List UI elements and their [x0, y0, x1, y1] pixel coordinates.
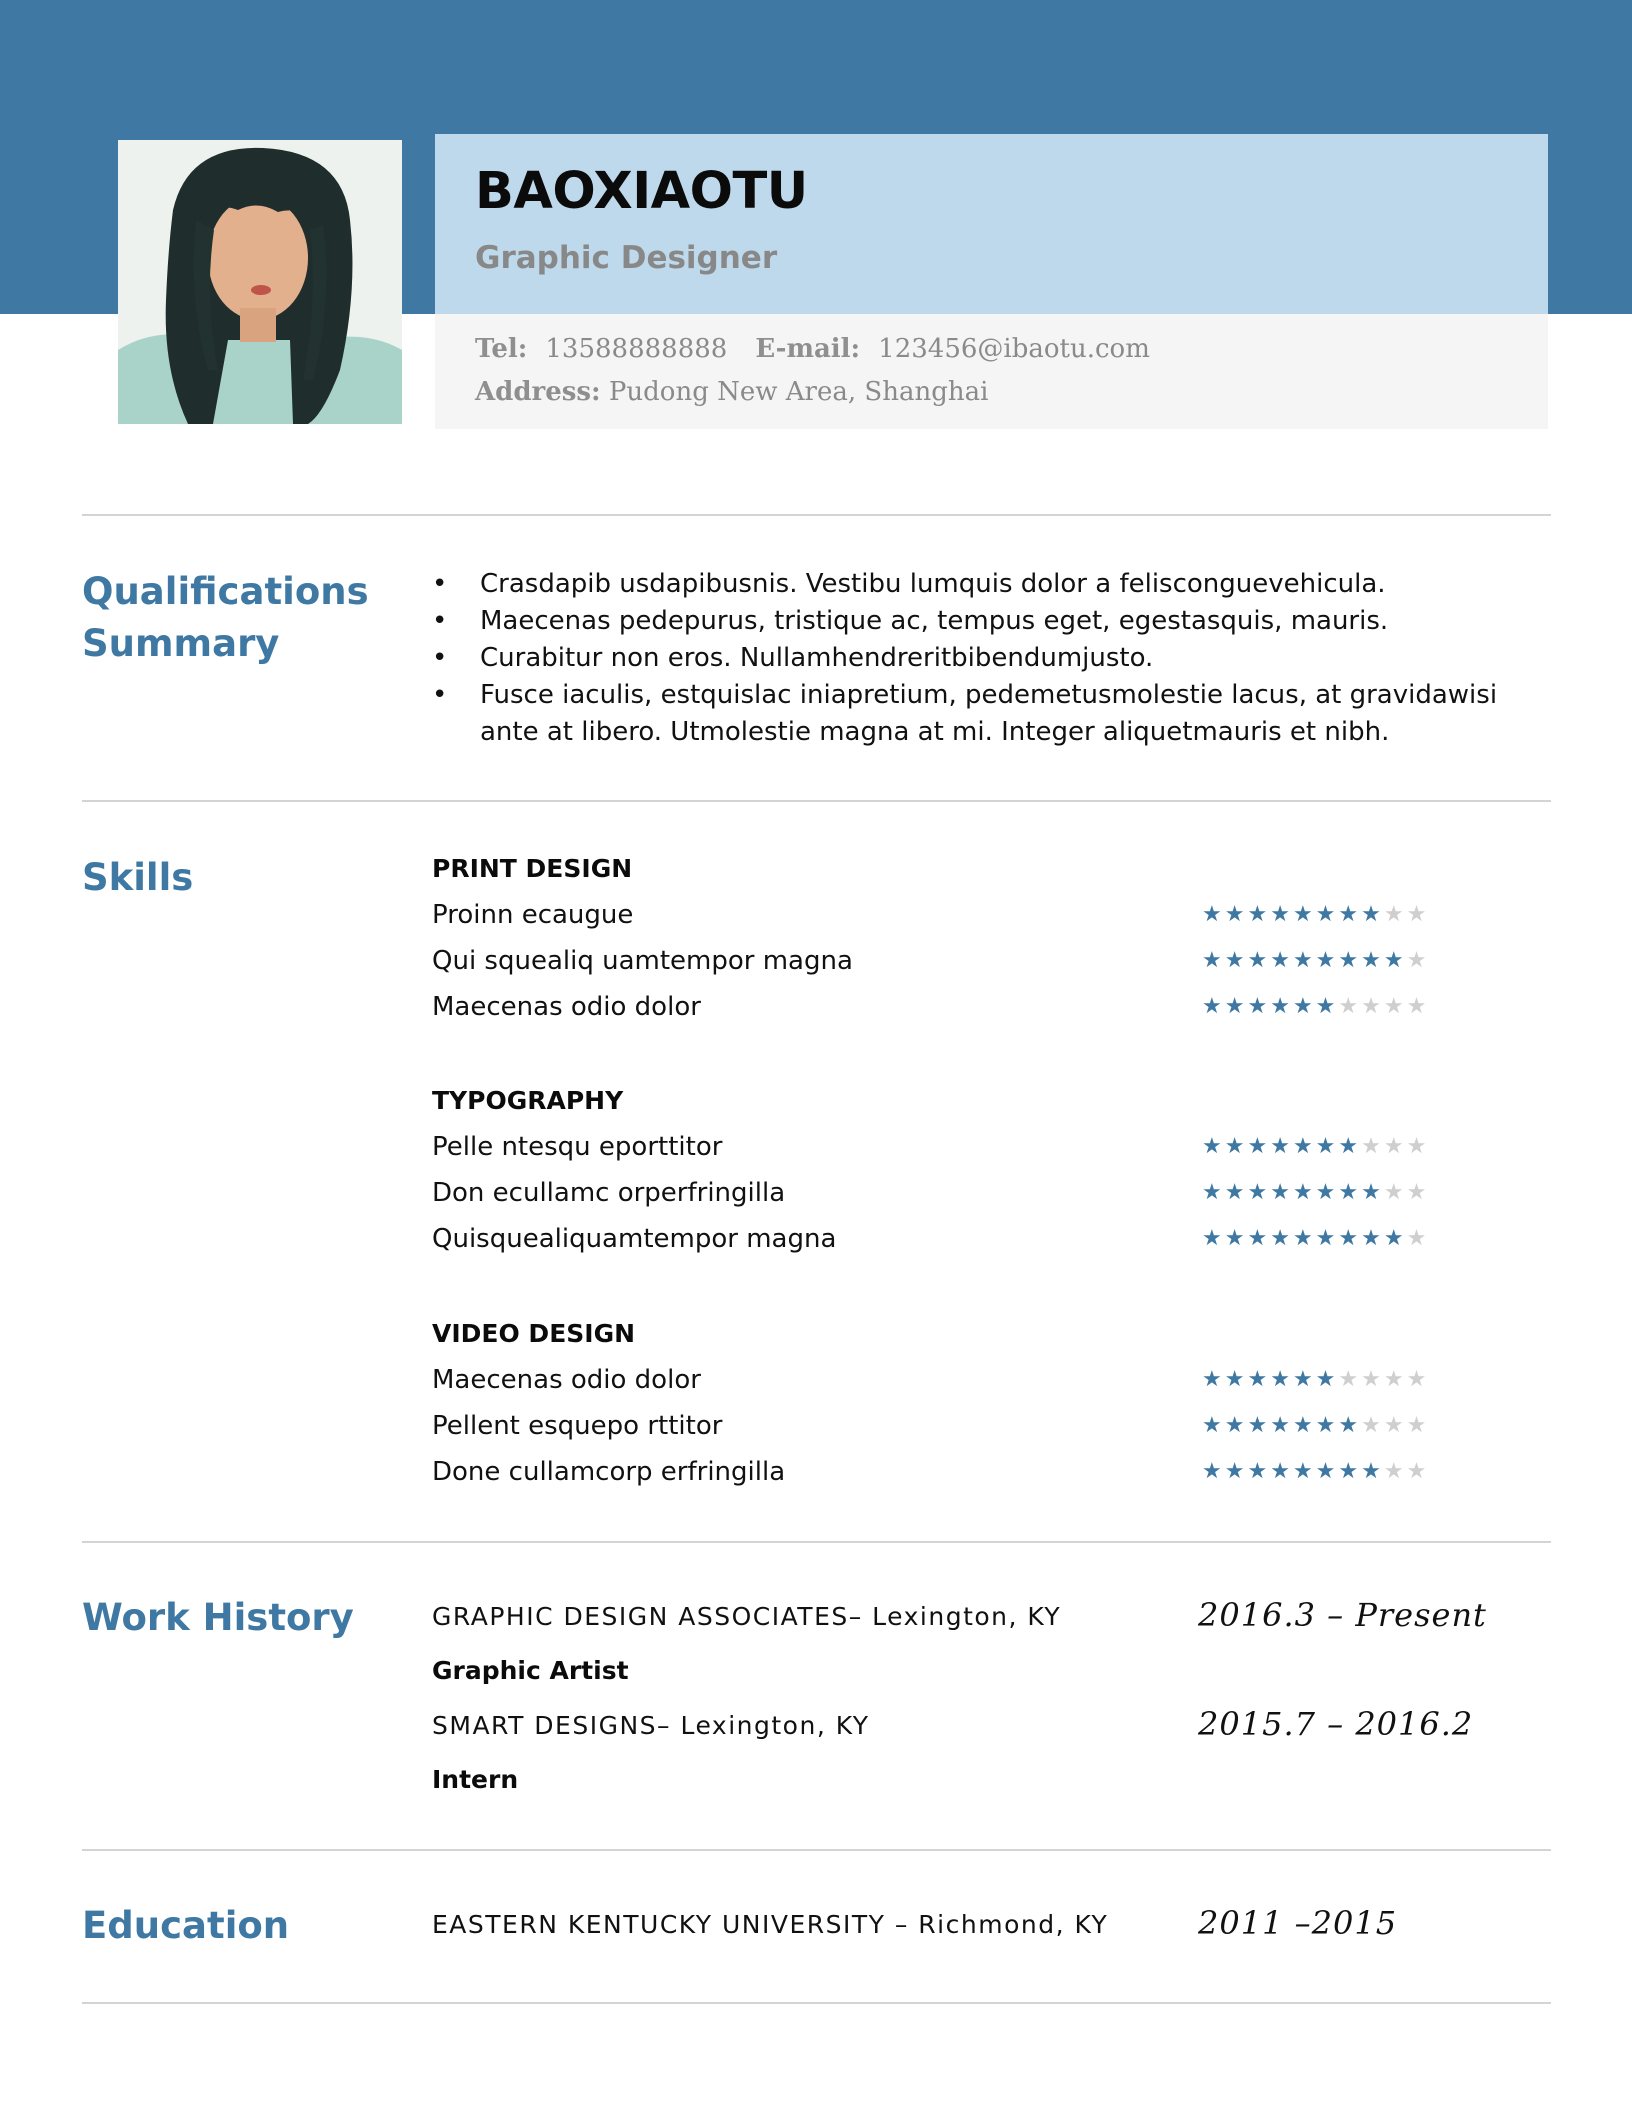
star-filled-icon: ★	[1361, 1180, 1384, 1205]
star-empty-icon: ★	[1383, 1134, 1407, 1159]
divider	[82, 2002, 1551, 2004]
divider	[82, 514, 1551, 516]
divider	[82, 1541, 1551, 1543]
star-rating	[1202, 1357, 1429, 1403]
star-filled-icon: ★	[1202, 902, 1225, 927]
star-empty-icon: ★	[1406, 1413, 1430, 1438]
education-school: EASTERN KENTUCKY UNIVERSITY – Richmond, KY	[432, 1910, 1109, 1939]
address-value: Pudong New Area, Shanghai	[608, 377, 989, 407]
list-item	[432, 677, 1532, 751]
list-item-text: Fusce iaculis, estquislac iniapretium, pedemetusmolestie lacus, at gravidawisi ante at libero. Utmolestie magna at mi. Integer aliquetmauris et nibh.	[480, 680, 1498, 747]
skill-group-video-design	[432, 1311, 1482, 1495]
skill-label: Don ecullamc orperfringilla	[432, 1178, 786, 1208]
star-filled-icon: ★	[1338, 948, 1362, 973]
bullet-icon: •	[432, 569, 448, 599]
star-filled-icon: ★	[1315, 1134, 1339, 1159]
star-empty-icon: ★	[1406, 948, 1430, 973]
tel-value: 13588888888	[545, 334, 728, 364]
star-empty-icon: ★	[1406, 1367, 1430, 1392]
contact-info	[435, 314, 1548, 429]
star-filled-icon: ★	[1315, 902, 1339, 927]
star-empty-icon: ★	[1406, 902, 1430, 927]
address-label: Address:	[475, 377, 601, 407]
qualifications-heading-line1: Qualifications	[82, 570, 369, 613]
star-filled-icon: ★	[1270, 902, 1293, 927]
star-empty-icon: ★	[1383, 902, 1407, 927]
star-filled-icon: ★	[1292, 948, 1316, 973]
skill-row	[432, 892, 1482, 938]
star-filled-icon: ★	[1202, 948, 1225, 973]
star-rating	[1202, 1449, 1429, 1495]
skill-group-print-design	[432, 846, 1482, 1030]
star-filled-icon: ★	[1224, 1459, 1248, 1484]
star-filled-icon: ★	[1202, 1180, 1225, 1205]
skill-label: Done cullamcorp erfringilla	[432, 1457, 786, 1487]
star-filled-icon: ★	[1292, 1226, 1316, 1251]
star-filled-icon: ★	[1224, 902, 1248, 927]
star-filled-icon: ★	[1361, 1459, 1384, 1484]
star-empty-icon: ★	[1361, 994, 1384, 1019]
job-dates: 2016.3 – Present	[1198, 1596, 1487, 1634]
job-dates: 2015.7 – 2016.2	[1198, 1705, 1474, 1743]
star-filled-icon: ★	[1361, 1226, 1384, 1251]
star-filled-icon: ★	[1338, 1226, 1362, 1251]
star-rating	[1202, 892, 1429, 938]
star-filled-icon: ★	[1292, 902, 1316, 927]
education-heading: Education	[82, 1904, 290, 1947]
star-filled-icon: ★	[1247, 1134, 1271, 1159]
skill-row	[432, 938, 1482, 984]
star-filled-icon: ★	[1224, 1367, 1248, 1392]
star-filled-icon: ★	[1247, 1367, 1271, 1392]
star-filled-icon: ★	[1247, 1413, 1271, 1438]
star-filled-icon: ★	[1338, 1413, 1362, 1438]
star-filled-icon: ★	[1338, 902, 1362, 927]
star-rating	[1202, 1403, 1429, 1449]
list-item-text: Curabitur non eros. Nullamhendreritbibendumjusto.	[480, 643, 1154, 673]
qualifications-heading-line2: Summary	[82, 622, 280, 665]
star-filled-icon: ★	[1224, 994, 1248, 1019]
star-empty-icon: ★	[1338, 994, 1362, 1019]
star-empty-icon: ★	[1406, 1459, 1430, 1484]
star-filled-icon: ★	[1247, 994, 1271, 1019]
skill-label: Qui squealiq uamtempor magna	[432, 946, 853, 976]
education-dates: 2011 –2015	[1198, 1904, 1398, 1942]
star-filled-icon: ★	[1315, 948, 1339, 973]
list-item	[432, 640, 1532, 677]
star-filled-icon: ★	[1292, 1180, 1316, 1205]
star-filled-icon: ★	[1224, 1180, 1248, 1205]
star-filled-icon: ★	[1224, 1413, 1248, 1438]
star-filled-icon: ★	[1270, 1134, 1293, 1159]
divider	[82, 1849, 1551, 1851]
list-item	[432, 603, 1532, 640]
divider	[82, 800, 1551, 802]
skill-label: Maecenas odio dolor	[432, 1365, 701, 1395]
star-filled-icon: ★	[1224, 1226, 1248, 1251]
star-filled-icon: ★	[1270, 1459, 1293, 1484]
star-empty-icon: ★	[1383, 1367, 1407, 1392]
skills-heading: Skills	[82, 856, 194, 899]
work-history-heading: Work History	[82, 1596, 354, 1639]
name-banner	[435, 134, 1548, 314]
star-filled-icon: ★	[1338, 1459, 1362, 1484]
star-filled-icon: ★	[1202, 1134, 1225, 1159]
star-filled-icon: ★	[1224, 948, 1248, 973]
job-title: Graphic Designer	[475, 240, 778, 276]
skill-group-title: VIDEO DESIGN	[432, 1319, 636, 1348]
job-company: SMART DESIGNS– Lexington, KY	[432, 1711, 870, 1740]
list-item-text: Crasdapib usdapibusnis. Vestibu lumquis dolor a felisconguevehicula.	[480, 569, 1386, 599]
star-filled-icon: ★	[1247, 1180, 1271, 1205]
bullet-icon: •	[432, 680, 448, 710]
skill-label: Quisquealiquamtempor magna	[432, 1224, 837, 1254]
skill-label: Pelle ntesqu eporttitor	[432, 1132, 723, 1162]
star-empty-icon: ★	[1338, 1367, 1362, 1392]
contact-line-address	[475, 377, 988, 407]
job-role: Graphic Artist	[432, 1656, 629, 1685]
skill-group-typography	[432, 1078, 1482, 1262]
star-filled-icon: ★	[1270, 1180, 1293, 1205]
star-filled-icon: ★	[1270, 1367, 1293, 1392]
star-empty-icon: ★	[1406, 1134, 1430, 1159]
star-rating	[1202, 1124, 1429, 1170]
tel-label: Tel:	[475, 334, 528, 364]
star-filled-icon: ★	[1292, 1413, 1316, 1438]
star-filled-icon: ★	[1315, 1226, 1339, 1251]
skill-label: Proinn ecaugue	[432, 900, 634, 930]
star-filled-icon: ★	[1338, 1180, 1362, 1205]
bullet-icon: •	[432, 643, 448, 673]
qualifications-heading	[82, 566, 369, 670]
star-empty-icon: ★	[1361, 1367, 1384, 1392]
star-filled-icon: ★	[1202, 1459, 1225, 1484]
star-filled-icon: ★	[1224, 1134, 1248, 1159]
star-filled-icon: ★	[1270, 1226, 1293, 1251]
star-empty-icon: ★	[1383, 1459, 1407, 1484]
star-filled-icon: ★	[1247, 1226, 1271, 1251]
star-filled-icon: ★	[1247, 948, 1271, 973]
star-filled-icon: ★	[1383, 1226, 1407, 1251]
skill-row	[432, 984, 1482, 1030]
star-rating	[1202, 984, 1429, 1030]
star-filled-icon: ★	[1292, 1134, 1316, 1159]
star-filled-icon: ★	[1315, 1180, 1339, 1205]
star-filled-icon: ★	[1338, 1134, 1362, 1159]
star-empty-icon: ★	[1406, 994, 1430, 1019]
star-rating	[1202, 938, 1429, 984]
list-item	[432, 566, 1532, 603]
candidate-name: BAOXIAOTU	[475, 162, 808, 221]
skill-label: Maecenas odio dolor	[432, 992, 701, 1022]
skill-row	[432, 1357, 1482, 1403]
star-empty-icon: ★	[1406, 1226, 1430, 1251]
star-empty-icon: ★	[1383, 1413, 1407, 1438]
star-filled-icon: ★	[1383, 948, 1407, 973]
star-filled-icon: ★	[1202, 1226, 1225, 1251]
qualifications-list	[432, 566, 1532, 751]
star-filled-icon: ★	[1247, 902, 1271, 927]
star-filled-icon: ★	[1270, 1413, 1293, 1438]
star-empty-icon: ★	[1383, 1180, 1407, 1205]
star-filled-icon: ★	[1270, 994, 1293, 1019]
star-filled-icon: ★	[1315, 994, 1339, 1019]
profile-photo	[118, 140, 402, 424]
email-value: 123456@ibaotu.com	[878, 334, 1150, 364]
email-label: E-mail:	[755, 334, 861, 364]
bullet-icon: •	[432, 606, 448, 636]
skill-row	[432, 1170, 1482, 1216]
star-filled-icon: ★	[1202, 994, 1225, 1019]
star-filled-icon: ★	[1315, 1459, 1339, 1484]
star-filled-icon: ★	[1202, 1413, 1225, 1438]
skill-row	[432, 1449, 1482, 1495]
star-rating	[1202, 1170, 1429, 1216]
star-filled-icon: ★	[1361, 902, 1384, 927]
star-filled-icon: ★	[1361, 948, 1384, 973]
star-filled-icon: ★	[1292, 994, 1316, 1019]
job-role: Intern	[432, 1765, 519, 1794]
skill-group-title: PRINT DESIGN	[432, 854, 633, 883]
star-filled-icon: ★	[1292, 1367, 1316, 1392]
star-empty-icon: ★	[1361, 1134, 1384, 1159]
star-rating	[1202, 1216, 1429, 1262]
star-empty-icon: ★	[1406, 1180, 1430, 1205]
star-filled-icon: ★	[1202, 1367, 1225, 1392]
skill-row	[432, 1124, 1482, 1170]
star-filled-icon: ★	[1292, 1459, 1316, 1484]
skill-group-title: TYPOGRAPHY	[432, 1086, 624, 1115]
star-filled-icon: ★	[1315, 1413, 1339, 1438]
skill-label: Pellent esquepo rttitor	[432, 1411, 723, 1441]
star-filled-icon: ★	[1270, 948, 1293, 973]
star-filled-icon: ★	[1315, 1367, 1339, 1392]
job-company: GRAPHIC DESIGN ASSOCIATES– Lexington, KY	[432, 1602, 1062, 1631]
star-filled-icon: ★	[1247, 1459, 1271, 1484]
list-item-text: Maecenas pedepurus, tristique ac, tempus eget, egestasquis, mauris.	[480, 606, 1389, 636]
skill-row	[432, 1216, 1482, 1262]
star-empty-icon: ★	[1383, 994, 1407, 1019]
contact-line-phone-email	[475, 334, 1150, 364]
star-empty-icon: ★	[1361, 1413, 1384, 1438]
skill-row	[432, 1403, 1482, 1449]
